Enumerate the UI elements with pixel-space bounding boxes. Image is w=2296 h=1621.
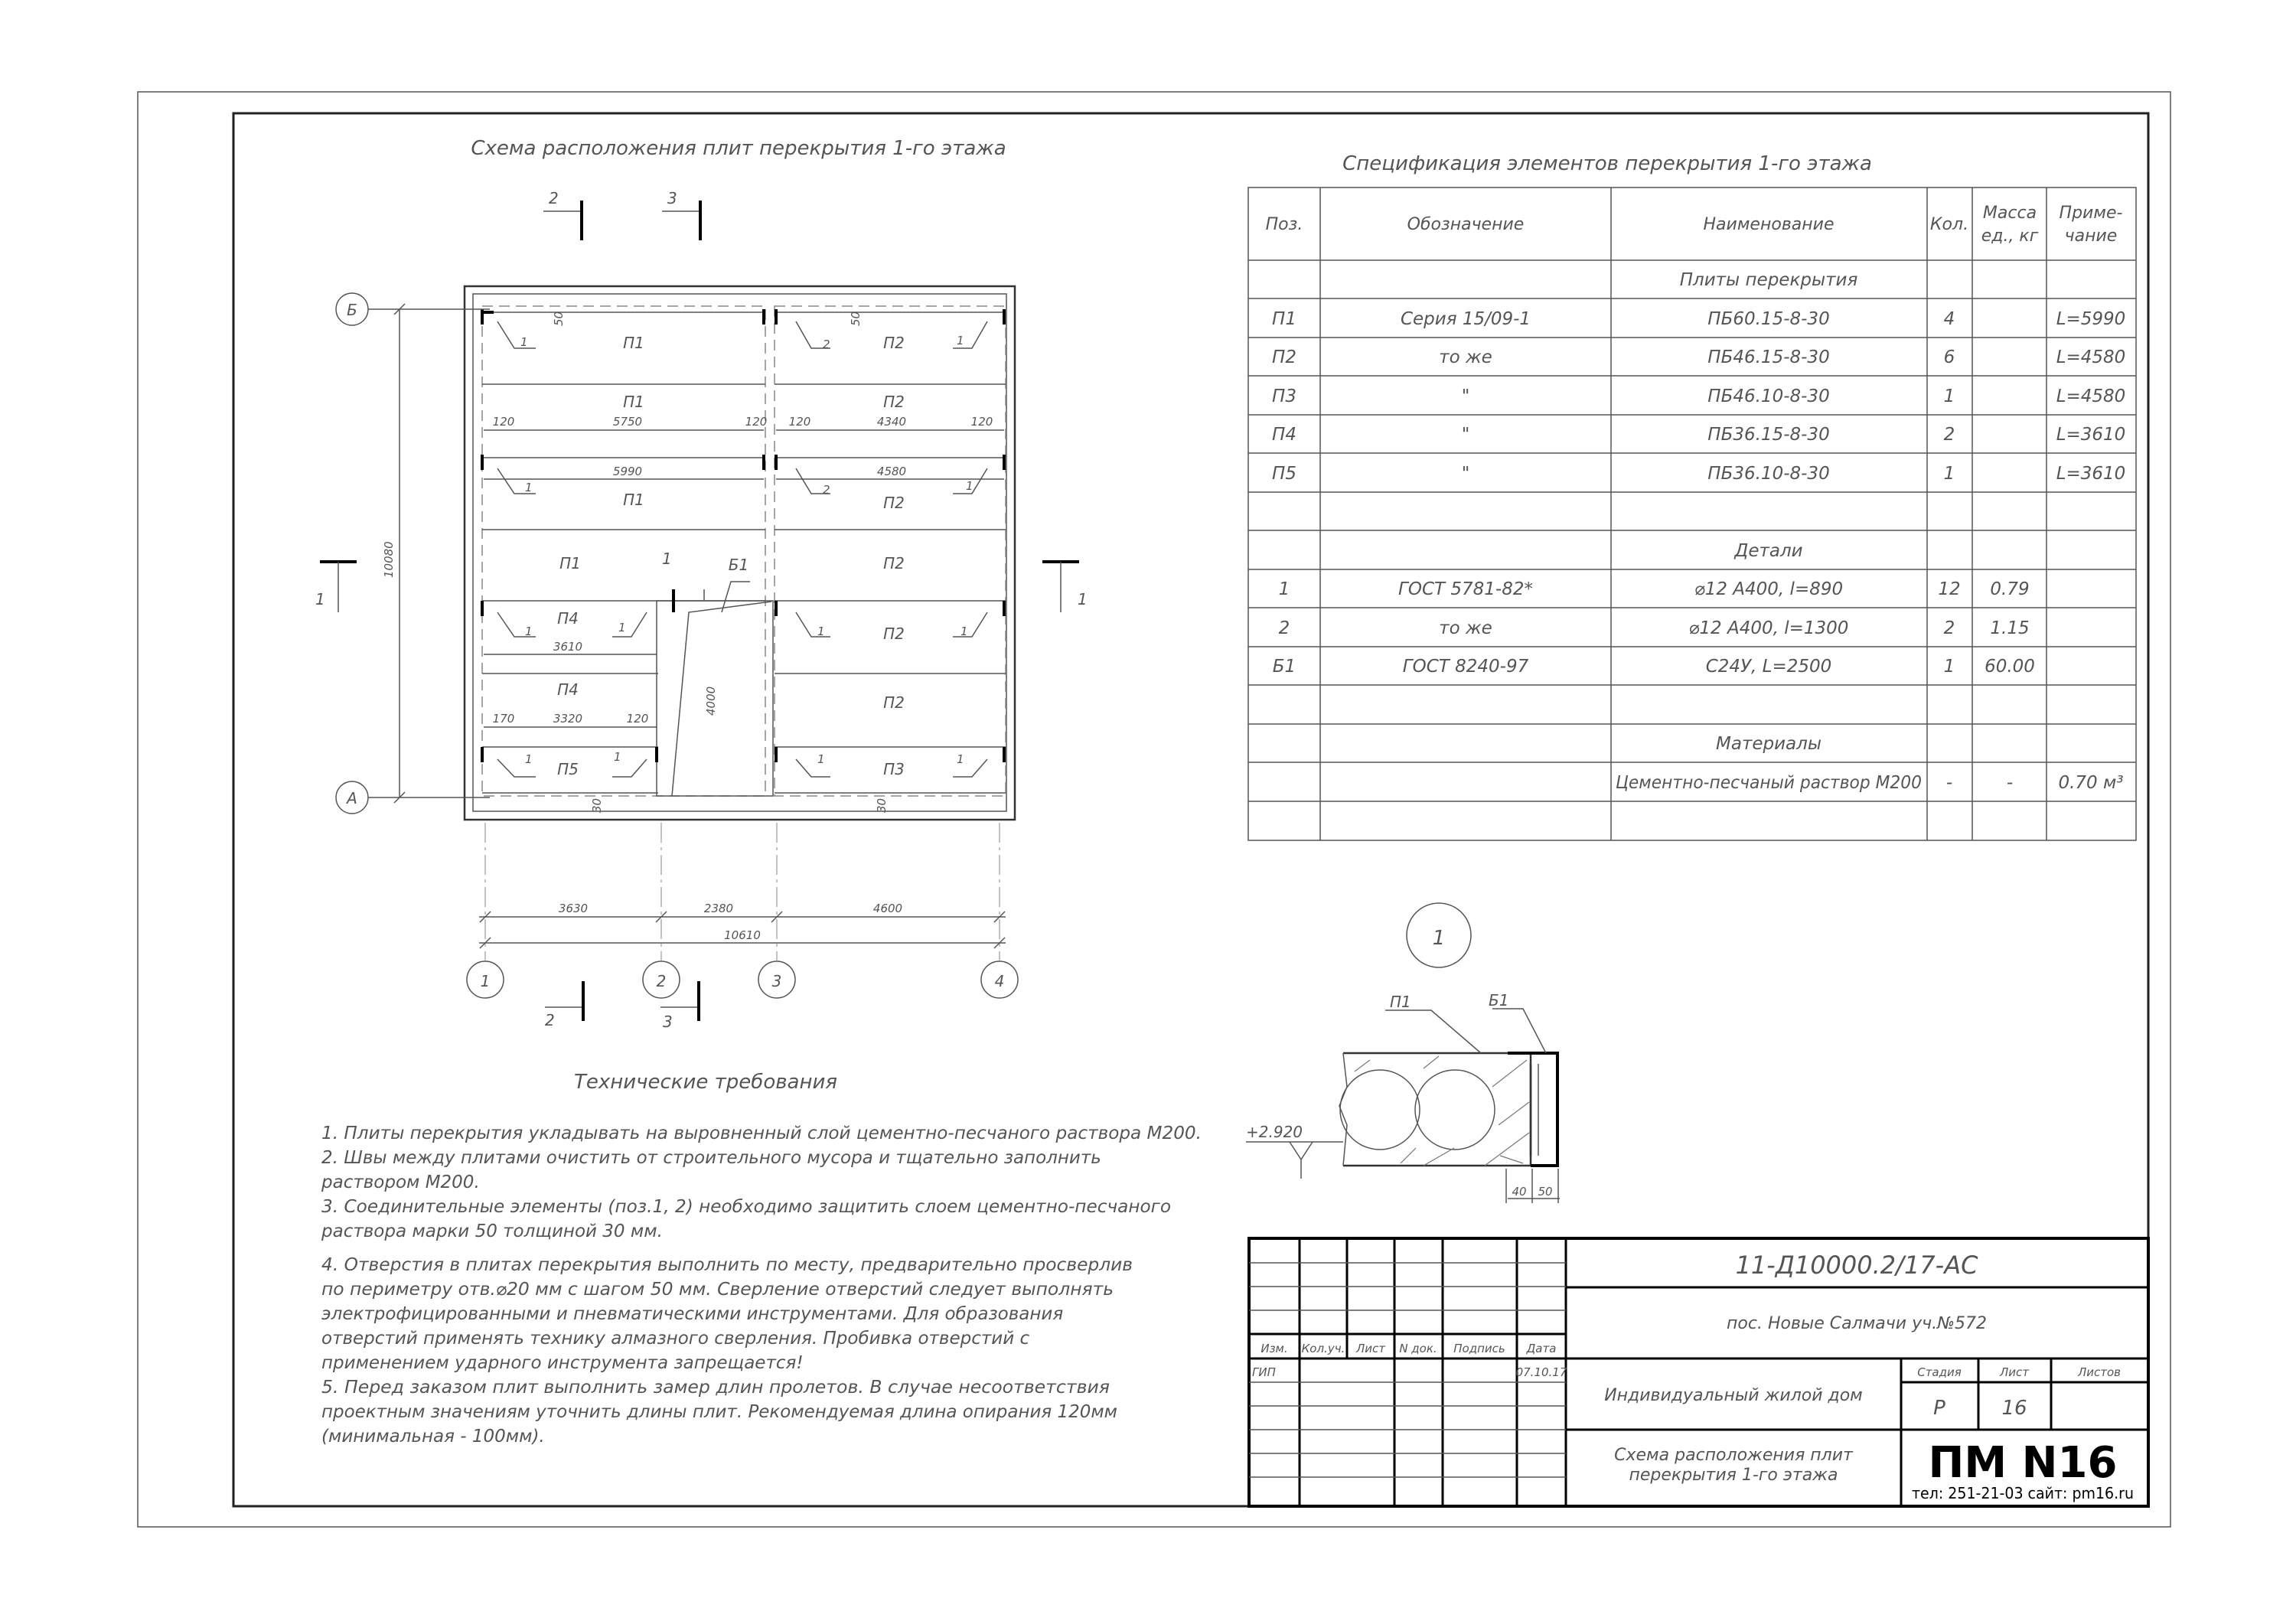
col-ndok: N док. — [1399, 1342, 1437, 1355]
svg-text:3320: 3320 — [553, 712, 583, 726]
svg-text:": " — [1461, 425, 1470, 445]
spec-title: Спецификация элементов перекрытия 1-го этажа — [1342, 152, 1872, 175]
node-1-detail — [1246, 903, 1560, 1203]
section-mark-1-right — [1042, 562, 1088, 612]
axis-row-b — [336, 293, 490, 325]
svg-text:П3: П3 — [1272, 386, 1296, 406]
svg-text:2: 2 — [1278, 618, 1290, 638]
svg-text:": " — [1461, 464, 1470, 484]
svg-text:4: 4 — [1943, 309, 1955, 329]
svg-text:3: 3 — [667, 189, 677, 207]
svg-text:-: - — [1945, 773, 1953, 793]
svg-text:12: 12 — [1938, 579, 1961, 599]
col-podpis: Подпись — [1453, 1342, 1505, 1355]
svg-text:3: 3 — [663, 1013, 673, 1031]
slab-label-p1: П1 — [623, 393, 644, 411]
svg-text:ПБ46.15-8-30: ПБ46.15-8-30 — [1707, 347, 1830, 367]
svg-text:120: 120 — [745, 415, 768, 429]
table-row — [1272, 425, 2125, 445]
svg-text:П2: П2 — [1272, 347, 1296, 367]
svg-text:5750: 5750 — [612, 415, 643, 429]
svg-text:0.79: 0.79 — [1990, 579, 2030, 599]
section-mark-1-left — [315, 562, 357, 612]
svg-text:1: 1 — [315, 590, 325, 608]
axis-col-4 — [981, 961, 1018, 998]
svg-text:50: 50 — [1538, 1185, 1553, 1199]
svg-text:2: 2 — [1943, 618, 1955, 638]
svg-text:1: 1 — [960, 625, 968, 638]
col-koluch: Кол.уч. — [1301, 1342, 1345, 1355]
axis-row-a — [336, 781, 490, 814]
requirement-line: по периметру отв.⌀20 мм с шагом 50 мм. Сверление отверстий следует выполнять — [321, 1280, 1114, 1300]
svg-text:170: 170 — [492, 712, 515, 726]
doc-code: 11-Д10000.2/17-АС — [1735, 1251, 1978, 1280]
svg-text:1: 1 — [525, 752, 533, 766]
svg-text:1: 1 — [662, 550, 672, 568]
svg-text:3: 3 — [771, 972, 782, 990]
requirement-line: 1. Плиты перекрытия укладывать на выровненный слой цементно-песчаного раствора М200. — [321, 1124, 1202, 1143]
svg-text:1: 1 — [1278, 579, 1290, 599]
table-row — [1273, 657, 2035, 677]
section-mark-3-top — [662, 189, 700, 240]
svg-text:50: 50 — [552, 311, 566, 326]
svg-text:": " — [1461, 386, 1470, 406]
svg-text:1: 1 — [618, 621, 626, 634]
svg-text:то же: то же — [1439, 618, 1492, 638]
requirement-line: 5. Перед заказом плит выполнить замер длин пролетов. В случае несоответствия — [321, 1378, 1110, 1398]
svg-text:2: 2 — [823, 338, 830, 351]
level-mark: +2.920 — [1246, 1123, 1303, 1141]
svg-text:120: 120 — [492, 415, 515, 429]
header-mass-unit: ед., кг — [1981, 227, 2039, 246]
slab-label-p2: П2 — [883, 554, 905, 572]
svg-text:30: 30 — [875, 797, 889, 813]
slab-label-p1: П1 — [623, 491, 644, 509]
building-name: Индивидуальный жилой дом — [1604, 1386, 1863, 1405]
svg-text:5990: 5990 — [612, 465, 643, 478]
address: пос. Новые Салмачи уч.№572 — [1727, 1314, 1987, 1333]
slab-label-p3: П3 — [883, 760, 905, 778]
company-logo: ПМ N16 — [1928, 1438, 2118, 1488]
stage-value: Р — [1933, 1397, 1945, 1420]
axis-col-3 — [758, 961, 795, 998]
svg-text:4580: 4580 — [876, 465, 907, 478]
header-name: Наименование — [1703, 215, 1835, 234]
specification-table — [1248, 152, 2136, 840]
node-label-b1: Б1 — [1489, 991, 1509, 1009]
gip-date: 07.10.17 — [1515, 1365, 1567, 1379]
slab-label-p1: П1 — [623, 334, 644, 352]
company-contacts: тел: 251-21-03 сайт: pm16.ru — [1912, 1484, 2134, 1502]
svg-text:то же: то же — [1439, 347, 1492, 367]
header-mass: Масса — [1982, 204, 2037, 223]
axis-col-1 — [467, 961, 504, 998]
svg-text:1: 1 — [966, 479, 974, 493]
svg-text:10610: 10610 — [724, 928, 761, 942]
svg-text:1: 1 — [1943, 386, 1955, 406]
svg-text:3610: 3610 — [553, 640, 583, 654]
svg-text:ГОСТ 8240-97: ГОСТ 8240-97 — [1402, 657, 1529, 677]
svg-text:6: 6 — [1943, 347, 1955, 367]
node-label-p1: П1 — [1390, 993, 1411, 1011]
requirements-title: Технические требования — [573, 1071, 838, 1094]
svg-text:⌀12 А400, l=1300: ⌀12 А400, l=1300 — [1688, 618, 1849, 638]
svg-text:2380: 2380 — [703, 902, 734, 915]
svg-text:А: А — [347, 789, 357, 807]
axis-col-2 — [643, 961, 680, 998]
section-mark-2-top — [543, 189, 582, 240]
svg-text:1: 1 — [1078, 590, 1088, 608]
sheet-value: 16 — [2001, 1397, 2027, 1420]
header-qty: Кол. — [1929, 215, 1969, 234]
requirement-line: раствора марки 50 толщиной 30 мм. — [321, 1221, 663, 1241]
requirement-line: (минимальная - 100мм). — [321, 1427, 545, 1447]
svg-text:2: 2 — [549, 189, 559, 207]
svg-text:2: 2 — [545, 1011, 555, 1029]
requirement-line: проектным значениям уточнить длины плит. Рекомендуемая длина опирания 120мм — [321, 1402, 1117, 1422]
svg-text:L=3610: L=3610 — [2056, 425, 2126, 445]
svg-text:П5: П5 — [1272, 464, 1296, 484]
slab-layout-plan — [315, 137, 1088, 1031]
svg-text:1: 1 — [957, 334, 964, 347]
section-mark-3-bottom — [660, 981, 699, 1031]
svg-text:П1: П1 — [1272, 309, 1296, 329]
svg-text:1: 1 — [525, 625, 533, 638]
requirement-line: 2. Швы между плитами очистить от строительного мусора и тщательно заполнить — [321, 1148, 1101, 1168]
sheet-label: Лист — [1999, 1365, 2030, 1379]
sheets-label: Листов — [2077, 1365, 2122, 1379]
svg-text:4: 4 — [994, 972, 1005, 990]
svg-text:2: 2 — [656, 972, 667, 990]
header-note-2: чание — [2064, 227, 2118, 246]
dimension-10080 — [382, 304, 405, 803]
slab-label-p2: П2 — [883, 334, 905, 352]
requirement-line: 4. Отверстия в плитах перекрытия выполнить по месту, предварительно просверлив — [321, 1255, 1133, 1275]
svg-text:2: 2 — [823, 483, 830, 497]
slab-leaders — [497, 321, 987, 777]
svg-text:L=3610: L=3610 — [2056, 464, 2126, 484]
requirement-line: электрофицированными и пневматическими инструментами. Для образования — [321, 1304, 1064, 1324]
slab-label-p2: П2 — [883, 693, 905, 712]
bottom-dimensions — [479, 902, 1006, 948]
svg-text:1: 1 — [525, 481, 533, 494]
technical-requirements — [321, 1071, 1202, 1447]
gip-label: ГИП — [1252, 1365, 1276, 1379]
svg-text:120: 120 — [970, 415, 993, 429]
svg-text:2: 2 — [1943, 425, 1955, 445]
table-row — [1279, 618, 2030, 638]
slab-label-p1: П1 — [559, 554, 581, 572]
svg-text:L=4580: L=4580 — [2056, 386, 2126, 406]
svg-text:ГОСТ 5781-82*: ГОСТ 5781-82* — [1398, 579, 1533, 599]
slab-label-p2: П2 — [883, 625, 905, 643]
group-materials: Материалы — [1716, 734, 1821, 754]
section-mark-2-bottom — [545, 981, 583, 1029]
table-row — [1279, 579, 2030, 599]
svg-text:1: 1 — [480, 972, 491, 990]
svg-text:40: 40 — [1512, 1185, 1527, 1199]
svg-text:L=5990: L=5990 — [2056, 309, 2126, 329]
svg-text:1: 1 — [817, 625, 825, 638]
svg-text:1: 1 — [520, 335, 528, 349]
sheet-title: Схема расположения плит — [1614, 1446, 1853, 1465]
svg-text:120: 120 — [788, 415, 811, 429]
svg-text:4600: 4600 — [872, 902, 903, 915]
svg-text:1: 1 — [817, 752, 825, 766]
svg-text:П4: П4 — [1272, 425, 1296, 445]
svg-text:50: 50 — [849, 311, 863, 326]
slab-label-p5: П5 — [557, 760, 579, 778]
requirement-line: отверстий применять технику алмазного сверления. Пробивка отверстий с — [321, 1329, 1030, 1349]
svg-text:Б1: Б1 — [1272, 657, 1296, 677]
slab-labels — [557, 334, 905, 778]
col-data: Дата — [1526, 1342, 1557, 1355]
svg-text:Цементно-песчаный раствор М200: Цементно-песчаный раствор М200 — [1616, 773, 1922, 793]
svg-text:С24У, L=2500: С24У, L=2500 — [1705, 657, 1832, 677]
svg-text:1: 1 — [1943, 657, 1955, 677]
col-izm: Изм. — [1261, 1342, 1288, 1355]
svg-text:4340: 4340 — [876, 415, 907, 429]
svg-text:ПБ36.15-8-30: ПБ36.15-8-30 — [1707, 425, 1830, 445]
node-1-label: 1 — [1432, 927, 1446, 950]
table-row — [1616, 773, 2124, 793]
table-row — [1272, 309, 2125, 329]
svg-text:ПБ60.15-8-30: ПБ60.15-8-30 — [1707, 309, 1830, 329]
svg-text:4000: 4000 — [704, 686, 718, 716]
svg-text:120: 120 — [626, 712, 649, 726]
group-slabs: Плиты перекрытия — [1679, 270, 1858, 290]
slab-label-p4: П4 — [557, 609, 579, 628]
requirement-line: применением ударного инструмента запрещается! — [321, 1353, 804, 1373]
svg-text:0.70 м³: 0.70 м³ — [2058, 773, 2124, 793]
svg-text:1.15: 1.15 — [1990, 618, 2030, 638]
plan-title: Схема расположения плит перекрытия 1-го этажа — [471, 137, 1006, 160]
svg-text:Б: Б — [347, 301, 357, 319]
svg-text:30: 30 — [590, 797, 604, 813]
table-row — [1272, 347, 2125, 367]
slab-label-p2: П2 — [883, 393, 905, 411]
svg-text:3630: 3630 — [558, 902, 589, 915]
svg-text:60.00: 60.00 — [1985, 657, 2035, 677]
beam-label-b1: Б1 — [728, 556, 749, 574]
table-row — [1272, 464, 2125, 484]
svg-text:L=4580: L=4580 — [2056, 347, 2126, 367]
svg-text:10080: 10080 — [382, 541, 396, 578]
slab-label-p2: П2 — [883, 494, 905, 512]
building-outline — [465, 286, 1015, 820]
group-details: Детали — [1734, 541, 1803, 561]
svg-text:Серия 15/09-1: Серия 15/09-1 — [1400, 309, 1531, 329]
col-list: Лист — [1355, 1342, 1386, 1355]
requirement-line: раствором М200. — [321, 1173, 480, 1192]
svg-text:ПБ46.10-8-30: ПБ46.10-8-30 — [1707, 386, 1830, 406]
header-pos: Поз. — [1265, 215, 1303, 234]
table-row — [1272, 386, 2125, 406]
svg-text:1: 1 — [957, 752, 964, 766]
svg-text:ПБ36.10-8-30: ПБ36.10-8-30 — [1707, 464, 1830, 484]
title-block — [1249, 1238, 2148, 1506]
requirement-line: 3. Соединительные элементы (поз.1, 2) необходимо защитить слоем цементно-песчаного — [321, 1197, 1171, 1217]
node-numbers — [520, 334, 974, 766]
sheet-title-2: перекрытия 1-го этажа — [1629, 1466, 1838, 1485]
slab-label-p4: П4 — [557, 680, 579, 699]
svg-text:-: - — [2006, 773, 2014, 793]
header-designation: Обозначение — [1407, 215, 1525, 234]
svg-text:1: 1 — [614, 750, 621, 764]
svg-text:⌀12 А400, l=890: ⌀12 А400, l=890 — [1694, 579, 1844, 599]
stage-label: Стадия — [1917, 1365, 1962, 1379]
header-note: Приме- — [2059, 204, 2123, 223]
svg-text:1: 1 — [1943, 464, 1955, 484]
